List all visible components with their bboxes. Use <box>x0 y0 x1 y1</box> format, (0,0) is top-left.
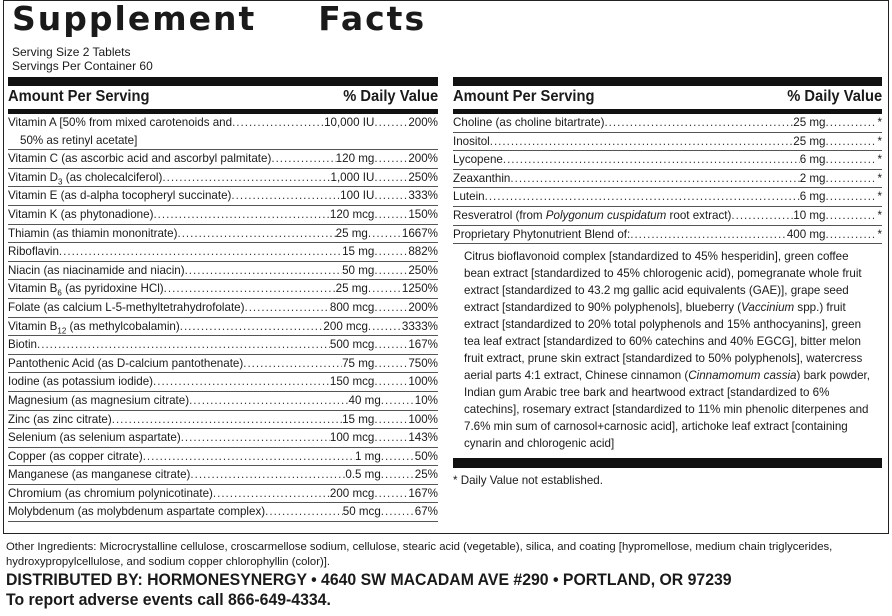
nutrient-daily-value: * <box>877 208 882 222</box>
nutrient-amount: 25 mg <box>335 226 368 240</box>
nutrient-name: Vitamin A [50% from mixed carotenoids and <box>8 116 233 129</box>
nutrient-row <box>8 392 438 411</box>
distributor-line: DISTRIBUTED BY: HORMONESYNERGY • 4640 SW MACADAM AVE #290 • PORTLAND, OR 97239 <box>6 570 732 589</box>
nutrient-amount: 120 mg <box>335 152 375 166</box>
nutrient-daily-value: 333% <box>408 189 438 203</box>
nutrient-name: Resveratrol (from Polygonum cuspidatum root extract) <box>453 208 732 222</box>
nutrient-name: Pantothenic Acid (as D-calcium pantothenate) <box>8 356 244 370</box>
nutrient-row <box>8 169 438 188</box>
nutrient-amount: 0.5 mg <box>345 468 381 482</box>
nutrient-amount: 75 mg <box>342 356 375 370</box>
adverse-events-line: To report adverse events call 866-649-4334. <box>6 590 331 609</box>
nutrient-row <box>453 114 882 133</box>
nutrient-name: Chromium (as chromium polynicotinate) <box>8 486 213 500</box>
nutrient-daily-value: * <box>877 153 882 167</box>
nutrient-amount: 50 mcg <box>342 505 381 519</box>
nutrient-row <box>8 336 438 355</box>
nutrient-daily-value: 143% <box>408 431 438 445</box>
nutrient-row <box>8 206 438 225</box>
dv-header: % Daily Value <box>343 88 438 105</box>
nutrient-row <box>8 150 438 169</box>
dv-footnote: * Daily Value not established. <box>453 474 603 488</box>
nutrient-amount: 500 mcg <box>329 338 375 352</box>
other-ingredients: Other Ingredients: Microcrystalline cellulose, croscarmellose sodium, cellulose, stearic acid (vegetable), silica, and coating [hypromellose, medium chain triglycerides, hydroxypropylcellulose, and sodium copper chlorophyllin (color)]. <box>6 541 833 568</box>
nutrient-amount: 50 mg <box>342 263 375 277</box>
nutrient-name: Molybdenum (as molybdenum aspartate complex) <box>8 505 266 519</box>
nutrient-amount: 800 mcg <box>329 300 375 314</box>
nutrient-name: Biotin <box>8 338 38 352</box>
nutrient-amount: 15 mg <box>342 245 375 259</box>
nutrient-row <box>8 411 438 430</box>
nutrient-name: Zeaxanthin <box>453 171 511 185</box>
dv-header: % Daily Value <box>787 88 882 105</box>
nutrient-amount: 120 mcg <box>329 207 375 221</box>
nutrient-daily-value: 67% <box>414 505 438 519</box>
nutrient-row <box>8 448 438 467</box>
nutrient-name: Vitamin $B_{12}$ (as methylcobalamin) <box>8 319 180 335</box>
nutrient-name: Lycopene <box>453 153 503 167</box>
nutrient-list <box>453 114 882 244</box>
nutrient-name: Manganese (as manganese citrate) <box>8 468 191 482</box>
nutrient-name: Vitamin E (as d-alpha tocopheryl succinate) <box>8 189 232 203</box>
title-word-2: Facts <box>318 0 427 38</box>
nutrient-row <box>8 225 438 244</box>
nutrient-daily-value: 1667% <box>401 226 438 240</box>
nutrient-amount: 200 mcg <box>329 486 375 500</box>
nutrient-amount: 25 mg <box>793 116 826 129</box>
nutrient-row <box>8 280 438 299</box>
nutrient-row <box>8 503 438 522</box>
nutrient-amount: 400 mg <box>786 227 826 241</box>
nutrient-daily-value: 150% <box>408 207 438 221</box>
top-bar <box>453 77 882 86</box>
nutrient-daily-value: 750% <box>408 356 438 370</box>
distributor <box>6 570 732 610</box>
nutrient-row <box>8 114 438 150</box>
nutrient-name: Niacin (as niacinamide and niacin) <box>8 263 185 277</box>
nutrient-name: Vitamin C (as ascorbic acid and ascorbyl palmitate) <box>8 152 272 166</box>
nutrient-daily-value: 250% <box>408 263 438 277</box>
nutrient-daily-value: 167% <box>408 338 438 352</box>
nutrient-row <box>453 170 882 189</box>
nutrient-name: Vitamin $D_3$ (as cholecalciferol) <box>8 170 163 187</box>
nutrient-daily-value: 100% <box>408 412 438 426</box>
nutrient-amount: 25 mg <box>793 134 826 148</box>
nutrient-amount: 6 mg <box>799 153 826 167</box>
column-header <box>453 86 882 114</box>
nutrient-amount: 200 mcg <box>323 319 368 333</box>
nutrient-name: Choline (as choline bitartrate) <box>453 116 605 129</box>
serving-size: Serving Size 2 Tablets <box>12 45 131 59</box>
nutrient-daily-value: * <box>877 227 882 241</box>
nutrient-amount: 1 mg <box>355 449 381 463</box>
nutrient-row <box>8 373 438 392</box>
nutrient-daily-value: 167% <box>408 486 438 500</box>
bottom-bar <box>453 458 882 468</box>
nutrient-daily-value: 100% <box>408 375 438 389</box>
nutrient-amount: 25 mg <box>335 282 368 296</box>
panel-title <box>12 0 426 38</box>
nutrient-row <box>453 188 882 207</box>
nutrient-row <box>8 262 438 281</box>
nutrient-name: Folate (as calcium L-5-methyltetrahydrofolate) <box>8 300 245 314</box>
nutrient-daily-value: * <box>877 171 882 185</box>
nutrient-daily-value: 50% <box>414 449 438 463</box>
nutrient-row <box>8 299 438 318</box>
blend-ingredients: Citrus bioflavonoid complex [standardized to 45% hesperidin], green coffee bean extract [standardized to 45% chlorogenic acid), pomegranate whole fruit extract [standardized to 43.2 mg gallic acid equivalents (GAE)], grape seed extract [standardized to 90% polyphenols], blueberry (Vaccinium spp.) fruit extract [standardized to 20% total polyphenols and 15% anthocyanins], green tea leaf extract [standardized to 60% catechins and 40% EGCG], bitter melon fruit extract, prune skin extract [standardized to 50% polyphenols], watercress aerial parts 4:1 extract, Chinese cinnamon (Cinnamomum cassia) bark powder, Indian gum Arabic tree bark and heartwood extract [standardized to 6% catechins], rosemary extract [standardized to 11% min phenolic diterpenes and 7.6% min sum of carnosol+carnosic acid], artichoke leaf extract [containing cynarin and chlorogenic acid] <box>464 250 870 451</box>
nutrient-amount: 100 IU <box>340 189 375 203</box>
nutrient-amount: 150 mcg <box>329 375 375 389</box>
nutrient-amount: 15 mg <box>342 412 375 426</box>
nutrient-row <box>8 187 438 206</box>
servings-per-container: Servings Per Container 60 <box>12 59 153 73</box>
nutrient-name: Zinc (as zinc citrate) <box>8 412 112 426</box>
nutrient-name: Vitamin $B_6$ (as pyridoxine HCl) <box>8 282 164 298</box>
nutrient-daily-value: 250% <box>408 170 438 184</box>
nutrient-daily-value: 200% <box>408 116 438 129</box>
nutrient-daily-value: * <box>877 116 882 129</box>
nutrient-daily-value: 200% <box>408 152 438 166</box>
nutrient-amount: 100 mcg <box>329 431 375 445</box>
nutrient-row <box>8 318 438 337</box>
column-header <box>8 86 438 114</box>
nutrient-daily-value: 10% <box>414 393 438 407</box>
nutrient-amount: 10 mg <box>793 208 826 222</box>
amount-header: Amount Per Serving <box>453 88 595 105</box>
nutrient-list <box>8 114 438 522</box>
nutrient-name: Inositol <box>453 134 490 148</box>
nutrient-daily-value: 200% <box>408 300 438 314</box>
nutrient-amount: 1,000 IU <box>330 170 375 184</box>
nutrient-row <box>453 133 882 152</box>
nutrient-name: Copper (as copper citrate) <box>8 449 143 463</box>
top-bar <box>8 77 438 86</box>
nutrient-daily-value: 3333% <box>401 319 438 333</box>
nutrient-name-cont: 50% as retinyl acetate] <box>20 133 138 147</box>
nutrient-daily-value: * <box>877 134 882 148</box>
nutrient-row <box>453 207 882 226</box>
nutrient-row <box>8 355 438 374</box>
nutrient-name: Riboflavin <box>8 245 59 259</box>
nutrient-daily-value: 882% <box>408 245 438 259</box>
nutrient-row <box>8 485 438 504</box>
nutrient-amount: 2 mg <box>799 171 826 185</box>
nutrient-name: Thiamin (as thiamin mononitrate) <box>8 226 178 240</box>
left-column <box>8 77 438 522</box>
nutrient-amount: 10,000 IU <box>324 116 375 129</box>
nutrient-daily-value: 1250% <box>401 282 438 296</box>
nutrient-name: Vitamin K (as phytonadione) <box>8 207 154 221</box>
title-word-1: Supplement <box>12 0 257 38</box>
nutrient-name: Proprietary Phytonutrient Blend of: <box>453 227 631 241</box>
amount-header: Amount Per Serving <box>8 88 150 105</box>
nutrient-row <box>8 429 438 448</box>
nutrient-row <box>453 151 882 170</box>
nutrient-row <box>8 243 438 262</box>
nutrient-amount: 6 mg <box>799 190 826 204</box>
nutrient-name: Selenium (as selenium aspartate) <box>8 431 181 445</box>
nutrient-amount: 40 mg <box>348 393 381 407</box>
nutrient-row <box>453 226 882 245</box>
nutrient-daily-value: 25% <box>414 468 438 482</box>
nutrient-daily-value: * <box>877 190 882 204</box>
nutrient-name: Lutein <box>453 190 485 204</box>
right-column <box>453 77 882 487</box>
nutrient-name: Iodine (as potassium iodide) <box>8 375 154 389</box>
nutrient-name: Magnesium (as magnesium citrate) <box>8 393 190 407</box>
nutrient-row <box>8 466 438 485</box>
